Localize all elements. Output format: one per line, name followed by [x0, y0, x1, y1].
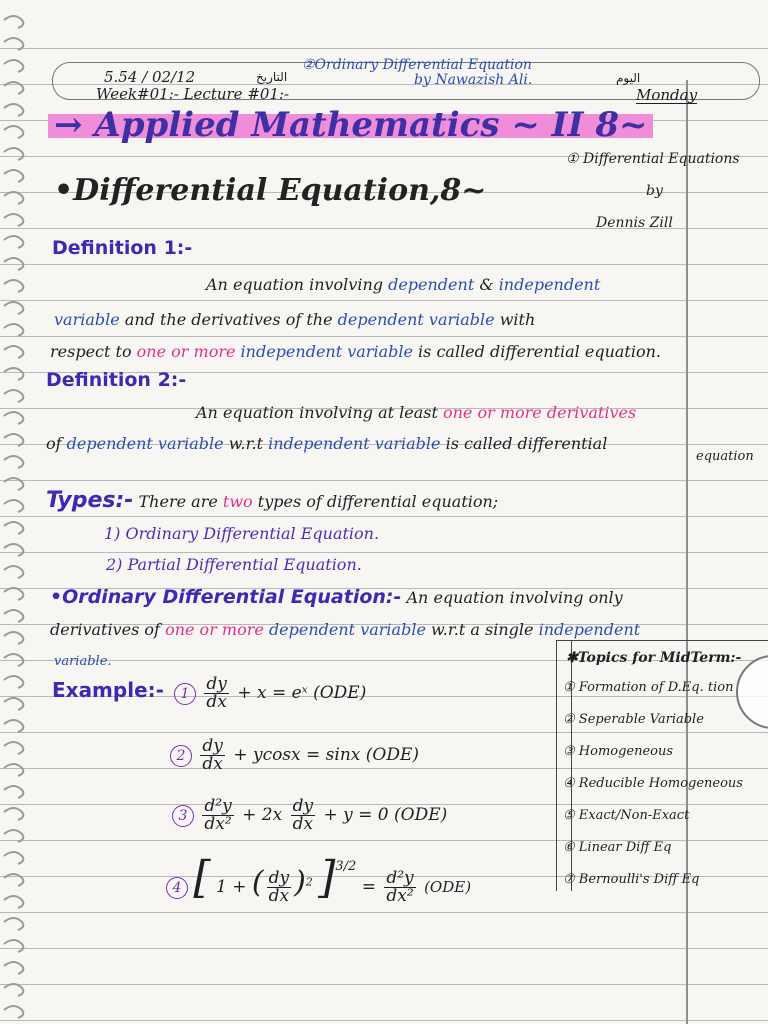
def1-term: dependent variable [337, 310, 495, 329]
spiral-ring [4, 434, 23, 446]
fraction-numerator: d²y [386, 868, 414, 888]
equation-rest: + y = 0 (ODE) [323, 805, 448, 825]
spiral-ring [4, 940, 23, 952]
spiral-ring [4, 368, 23, 380]
spiral-ring [4, 588, 23, 600]
spiral-ring [4, 1006, 23, 1018]
fraction-denominator: dx² [386, 886, 414, 906]
def1-term: dependent [388, 275, 475, 294]
fraction-denominator: dx [292, 814, 314, 834]
reference-line1: ① Differential Equations [566, 151, 740, 167]
equation-rest: + x = eˣ (ODE) [237, 683, 367, 703]
ode-text: w.r.t [431, 620, 466, 639]
def2-text: is called differential [445, 434, 608, 453]
spiral-ring [4, 654, 23, 666]
spiral-ring [4, 258, 23, 270]
ode-term: independent [538, 620, 641, 639]
types-item1: 1) Ordinary Differential Equation. [104, 524, 380, 543]
ode-term: dependent variable [268, 620, 426, 639]
exponent: 2 [305, 875, 313, 889]
example-2 [170, 738, 419, 773]
spiral-ring [4, 984, 23, 996]
spiral-ring [4, 390, 23, 402]
types-text: There are [138, 492, 218, 511]
header-day: Monday [636, 86, 698, 104]
def1-text: respect to [50, 342, 132, 361]
spiral-ring [4, 500, 23, 512]
topics-heading: ✱Topics for MidTerm:- [566, 650, 742, 666]
page-title: → Applied Mathematics ~ II 8~ [48, 108, 653, 142]
equation-left: 1 + [215, 877, 247, 897]
spiral-ring [4, 16, 23, 28]
ode-text: a single [470, 620, 534, 639]
spiral-ring [4, 632, 23, 644]
def1-text: the derivatives of the [160, 310, 333, 329]
spiral-ring [4, 346, 23, 358]
topic-item: ⑤ Exact/Non-Exact [563, 808, 690, 823]
def2-text: w.r.t [228, 434, 264, 453]
spiral-ring [4, 82, 23, 94]
def1-text: is called differential equation. [418, 342, 661, 361]
types-heading: Types:- [46, 488, 134, 513]
spiral-ring [4, 126, 23, 138]
def1-term: independent variable [240, 342, 413, 361]
fraction-numerator: dy [292, 796, 314, 816]
header-book-ref: ②Ordinary Differential Equation [302, 57, 532, 73]
ode-heading: •Ordinary Differential Equation:- [50, 586, 402, 608]
def2-term: independent variable [268, 434, 441, 453]
spiral-ring [4, 720, 23, 732]
spiral-ring [4, 236, 23, 248]
spiral-ring [4, 280, 23, 292]
example-3 [172, 798, 447, 833]
spiral-ring [4, 918, 23, 930]
types-text: types of differential equation; [257, 492, 499, 511]
spiral-ring [4, 478, 23, 490]
example-number: 2 [170, 745, 192, 767]
spiral-ring [4, 962, 23, 974]
topic-item: ③ Homogeneous [563, 744, 674, 759]
def1-text: & [479, 275, 494, 294]
spiral-ring [4, 566, 23, 578]
spiral-ring [4, 742, 23, 754]
topic-item: ④ Reducible Homogeneous [563, 776, 743, 791]
definition2-heading: Definition 2:- [46, 369, 187, 391]
spiral-ring [4, 522, 23, 534]
example-number: 3 [172, 805, 194, 827]
example-number: 1 [174, 683, 196, 705]
equation-rest: + ycosx = sinx (ODE) [233, 745, 420, 765]
topic-item: ② Seperable Variable [563, 712, 704, 727]
equals-sign: = [361, 877, 376, 897]
spiral-ring [4, 192, 23, 204]
spiral-ring [4, 896, 23, 908]
equation-mid: + 2x [242, 805, 283, 825]
topic-item: ① Formation of D.Eq. tion [563, 680, 734, 695]
spiral-ring [4, 104, 23, 116]
spiral-ring [4, 874, 23, 886]
topic-item: ⑦ Bernoulli's Diff Eq [563, 872, 700, 887]
spiral-ring [4, 786, 23, 798]
fraction-denominator: dx [206, 692, 227, 712]
def1-term: variable [54, 310, 120, 329]
def1-text: and [124, 310, 155, 329]
def2-text: equation [696, 449, 754, 464]
bracket-open: [ [193, 852, 211, 903]
spiral-binding [0, 0, 36, 1024]
example-number: 4 [166, 877, 188, 899]
ode-text: derivatives of [50, 620, 160, 639]
types-item2: 2) Partial Differential Equation. [106, 555, 362, 574]
spiral-ring [4, 302, 23, 314]
header-day-label: اليوم [616, 71, 641, 85]
spiral-ring [4, 764, 23, 776]
spiral-ring [4, 214, 23, 226]
fraction-numerator: dy [206, 674, 227, 694]
fraction-numerator: dy [268, 868, 290, 888]
ode-text: variable. [54, 654, 112, 669]
spiral-ring [4, 170, 23, 182]
fraction-denominator: dx² [204, 814, 232, 834]
def2-term: one or more derivatives [442, 403, 637, 422]
spiral-ring [4, 456, 23, 468]
def1-term: one or more [136, 342, 236, 361]
spiral-ring [4, 38, 23, 50]
ode-text: An equation involving only [406, 588, 623, 607]
exponent: 3/2 [335, 859, 357, 874]
ode-term: one or more [165, 620, 264, 639]
spiral-ring [4, 830, 23, 842]
spiral-ring [4, 544, 23, 556]
def1-term: independent [498, 275, 601, 294]
spiral-ring [4, 60, 23, 72]
def1-text: with [499, 310, 536, 329]
header-date-label: التاريخ [256, 70, 288, 84]
spiral-ring [4, 610, 23, 622]
spiral-ring [4, 324, 23, 336]
header-date: 5.54 / 02/12 [104, 68, 196, 86]
topic-item: ⑥ Linear Diff Eq [563, 840, 672, 855]
bracket-close: ] [318, 852, 336, 903]
fraction-numerator: d²y [204, 796, 232, 816]
fraction-denominator: dx [268, 886, 290, 906]
week-lecture: Week#01:- Lecture #01:- [96, 85, 290, 103]
reference-line3: Dennis Zill [596, 215, 673, 231]
example-1 [174, 676, 366, 711]
types-count: two [222, 492, 253, 511]
spiral-ring [4, 148, 23, 160]
example-4: 4 [ 1 + ( $\frac{dy}{dx}$ )$^2$ ]$^{3/2}$ = $\frac{\text{d²y}}{\text{dx²}}$ (ODE) [166, 856, 471, 905]
def2-text: An equation involving at least [196, 403, 438, 422]
header-book-author: by Nawazish Ali. [414, 72, 533, 88]
spiral-ring [4, 698, 23, 710]
fraction-numerator: dy [202, 736, 223, 756]
spiral-ring [4, 808, 23, 820]
reference-line2: by [646, 183, 663, 199]
def2-term: dependent variable [66, 434, 224, 453]
spiral-ring [4, 676, 23, 688]
definition1-heading: Definition 1:- [52, 237, 193, 259]
def2-text: of [46, 434, 62, 453]
equation-rest: (ODE) [424, 878, 472, 896]
def1-text: An equation involving [206, 275, 383, 294]
example-heading: Example:- [52, 678, 164, 702]
spiral-ring [4, 412, 23, 424]
spiral-ring [4, 852, 23, 864]
fraction-denominator: dx [202, 754, 223, 774]
section-subtitle: •Differential Equation,8~ [54, 173, 487, 208]
